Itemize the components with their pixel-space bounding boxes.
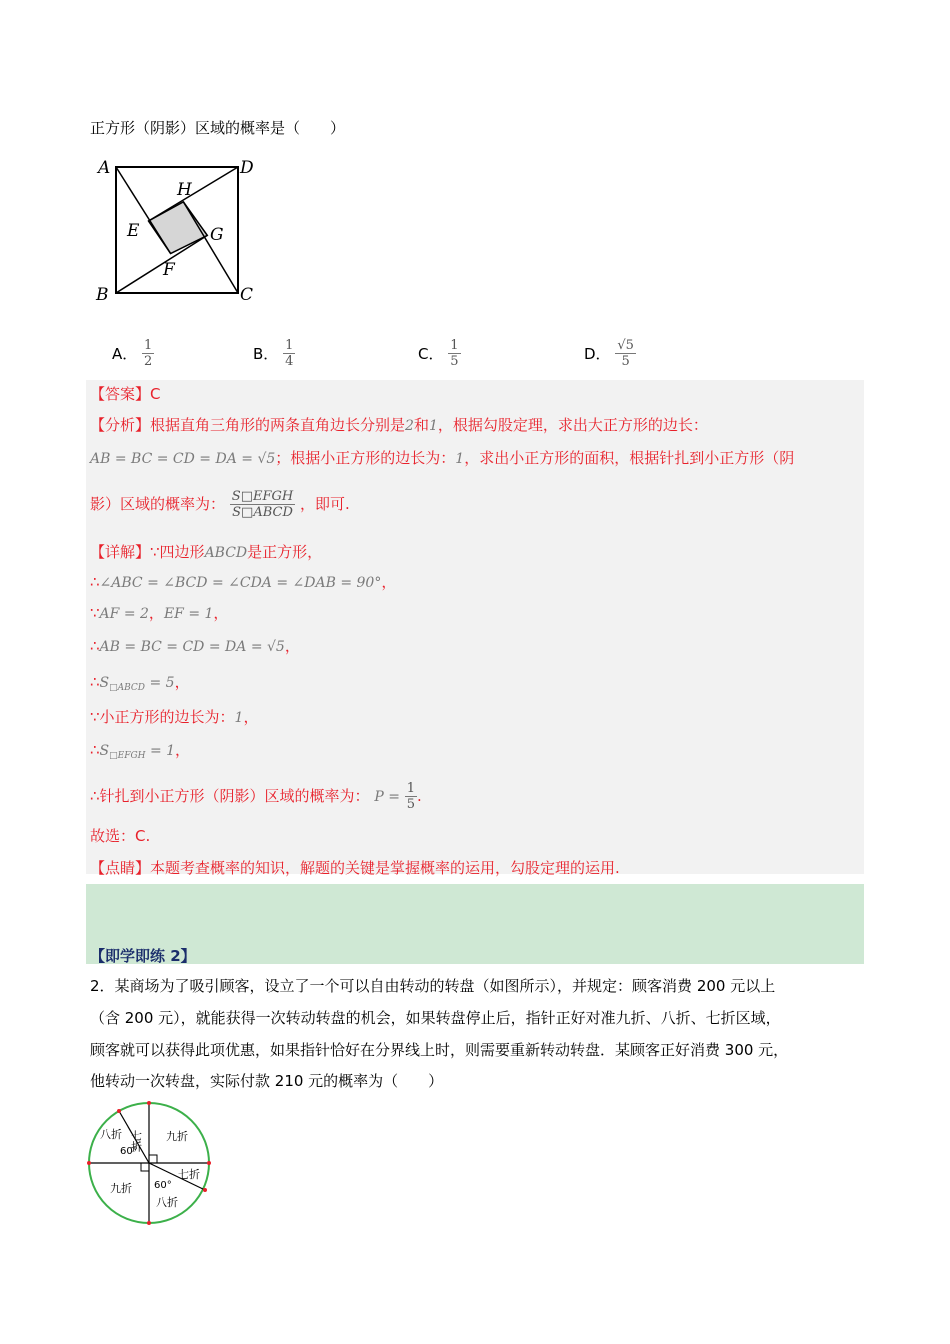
question2-line-4: 他转动一次转盘，实际付款 210 元的概率为（ ） bbox=[90, 1072, 444, 1090]
segment-ba-bottom: 八折 bbox=[156, 1196, 178, 1209]
segment-jiu-right: 九折 bbox=[166, 1130, 188, 1143]
question2-line-1: 2．某商场为了吸引顾客，设立了一个可以自由转动的转盘（如图所示），并规定：顾客消费 200 元以上 bbox=[90, 977, 776, 995]
label-H: H bbox=[177, 180, 192, 200]
label-G: G bbox=[210, 225, 224, 245]
detail-line-2: ∴∠ABC = ∠BCD = ∠CDA = ∠DAB = 90°， bbox=[90, 573, 397, 591]
detail-line-3: ∵AF = 2，EF = 1， bbox=[90, 604, 229, 622]
label-F: F bbox=[163, 260, 175, 280]
practice-heading: 【即学即练 2】 bbox=[90, 947, 196, 965]
answer-line: 【答案】C bbox=[90, 385, 161, 403]
detail-line-1: 【详解】∵四边形ABCD是正方形， bbox=[90, 543, 323, 561]
angle-top: 60° bbox=[120, 1146, 138, 1157]
segment-jiu-left: 九折 bbox=[110, 1182, 132, 1195]
label-C: C bbox=[240, 285, 254, 305]
square-figure bbox=[95, 155, 265, 305]
analysis-line-3: 影）区域的概率为： $\frac{\text{S□EFGH}}{\text{S□ABCD}}$ ，即可. bbox=[90, 489, 350, 520]
segment-qi-top: 七折 bbox=[129, 1130, 143, 1152]
option-c[interactable]: C． $\frac{1}{5}$ bbox=[418, 338, 459, 369]
analysis-line-2: AB = BC = CD = DA = √5；根据小正方形的边长为：1，求出小正方形的面积，根据针扎到小正方形（阴 bbox=[90, 449, 795, 467]
detail-line-6: ∵小正方形的边长为：1， bbox=[90, 708, 259, 726]
detail-line-4: ∴AB = BC = CD = DA = √5， bbox=[90, 637, 300, 655]
practice-header-panel bbox=[86, 884, 864, 964]
label-A: A bbox=[98, 158, 111, 178]
detail-line-7: $\therefore S_{□EFGH} = 1$， bbox=[90, 741, 191, 761]
analysis-line-1: 【分析】根据直角三角形的两条直角边长分别是2和1，根据勾股定理，求出大正方形的边长： bbox=[90, 416, 708, 434]
comment-line: 【点睛】本题考查概率的知识，解题的关键是掌握概率的运用，勾股定理的运用. bbox=[90, 859, 620, 877]
label-B: B bbox=[96, 285, 109, 305]
question2-line-2: （含 200 元），就能获得一次转动转盘的机会，如果转盘停止后，指针正好对准九折、八折、七折区域， bbox=[90, 1009, 781, 1027]
question2-line-3: 顾客就可以获得此项优惠，如果指针恰好在分界线上时，则需要重新转动转盘．某顾客正好消费 300 元， bbox=[90, 1041, 789, 1059]
label-D: D bbox=[240, 158, 254, 178]
angle-bottom: 60° bbox=[154, 1180, 172, 1191]
spinner-wheel bbox=[86, 1100, 216, 1230]
detail-line-5: $\therefore S_{□ABCD} = 5$， bbox=[90, 673, 190, 693]
question-stem: 正方形（阴影）区域的概率是（ ） bbox=[90, 119, 346, 137]
option-b[interactable]: B． $\frac{1}{4}$ bbox=[253, 338, 294, 369]
detail-line-8: ∴针扎到小正方形（阴影）区域的概率为： P = $\frac{1}{5}$ . bbox=[90, 781, 422, 812]
segment-qi-right: 七折 bbox=[178, 1168, 200, 1181]
option-d[interactable]: D． $\frac{√5}{5}$ bbox=[584, 338, 634, 369]
segment-ba-left: 八折 bbox=[100, 1128, 122, 1141]
label-E: E bbox=[127, 221, 140, 241]
choose-line: 故选：C. bbox=[90, 827, 151, 845]
option-a[interactable]: A． $\frac{1}{2}$ bbox=[112, 338, 153, 369]
